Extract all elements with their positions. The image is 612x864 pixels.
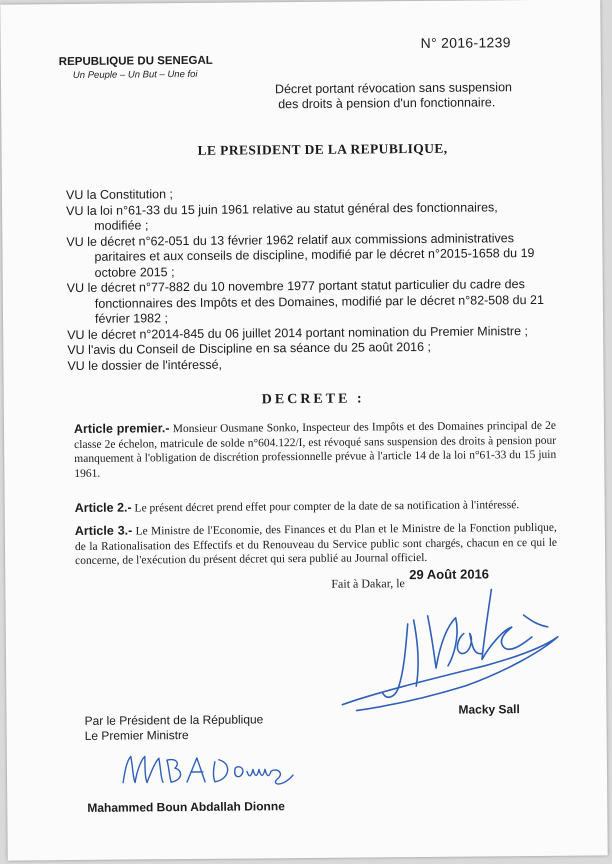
- president-signature: [335, 575, 566, 717]
- visa-item: VU le décret n°2014-845 du 06 juillet 2014 portant nomination du Premier Ministre ;: [67, 323, 529, 342]
- countersign-block: [84, 712, 304, 744]
- article-premier: [74, 418, 556, 481]
- visas-list: [66, 184, 568, 374]
- countersign-line-2: Le Premier Ministre: [84, 728, 189, 743]
- visa-item: VU la loi n°61-33 du 15 juin 1961 relative au statut général des fonctionnaires, modifiée ;: [66, 199, 498, 233]
- countersign-line-1: Par le Président de la République: [84, 712, 264, 728]
- visa-item: VU la Constitution ;: [65, 187, 173, 203]
- article-text: Le Ministre de l'Economie, des Finances et du Plan et le Ministre de la Fonction publique, de la Rationalisation des Effectifs et du Renouveau du Service public sont chargés, chacun en ce qui le concerne, de l'exécution du présent décret qui sera publié au Journal officiel.: [74, 521, 558, 568]
- done-date: 29 Août 2016: [409, 566, 490, 583]
- president-heading: LE PRESIDENT DE LA REPUBLIQUE,: [197, 140, 448, 158]
- national-motto: Un Peuple – Un But – Une foi: [72, 68, 198, 82]
- decree-number: N° 2016-1239: [420, 34, 511, 51]
- article-text: Monsieur Ousmane Sonko, Inspecteur des Impôts et des Domaines principal de 2e classe 2e échelon, matricule de solde n°604.122/I, est révoqué sans suspension des droits à pension pour manquement à l'obligation de discrétion professionnelle prévue à l'article 14 de la loi n°61-33 du 15 juin 1961.: [74, 419, 557, 480]
- article-3: [75, 520, 557, 569]
- article-text: Le présent décret prend effet pour compter de la date de sa notification à l'intéressé.: [134, 499, 520, 515]
- done-at-place: Fait à Dakar, le: [331, 576, 405, 591]
- article-label: Article 2.-: [74, 500, 132, 516]
- article-label: Article 3.-: [74, 523, 133, 539]
- decree-title-line-2: des droits à pension d'un fonctionnaire.: [278, 95, 496, 112]
- decree-title-line-1: Décret portant révocation sans suspension: [274, 80, 513, 97]
- prime-minister-signature: [117, 747, 297, 794]
- article-2: [75, 497, 557, 517]
- president-name: Macky Sall: [458, 702, 520, 717]
- visa-item: VU l'avis du Conseil de Discipline en sa séance du 25 août 2016 ;: [67, 339, 432, 358]
- visa-item: VU le décret n°62-051 du 13 février 1962 relatif aux commissions administratives paritaires et aux conseils de discipline, modifié par le décret n°2015-1658 du 19 octobre 2015 ;: [66, 230, 535, 280]
- decree-title: [275, 80, 555, 112]
- visa-item: VU le dossier de l'intéressé,: [67, 357, 223, 373]
- decrete-heading: DECRETE :: [261, 391, 365, 408]
- prime-minister-name: Mahammed Boun Abdallah Dionne: [87, 799, 285, 815]
- visa-item: VU le décret n°77-882 du 10 novembre 1977 portant statut particulier du cadre des fonctionnaires des Impôts et des Domaines, modifié par le décret n°82-508 du 21 février 1982 ;: [66, 277, 544, 326]
- article-label: Article premier.-: [73, 421, 170, 437]
- country-name: REPUBLIQUE DU SENEGAL: [58, 54, 213, 69]
